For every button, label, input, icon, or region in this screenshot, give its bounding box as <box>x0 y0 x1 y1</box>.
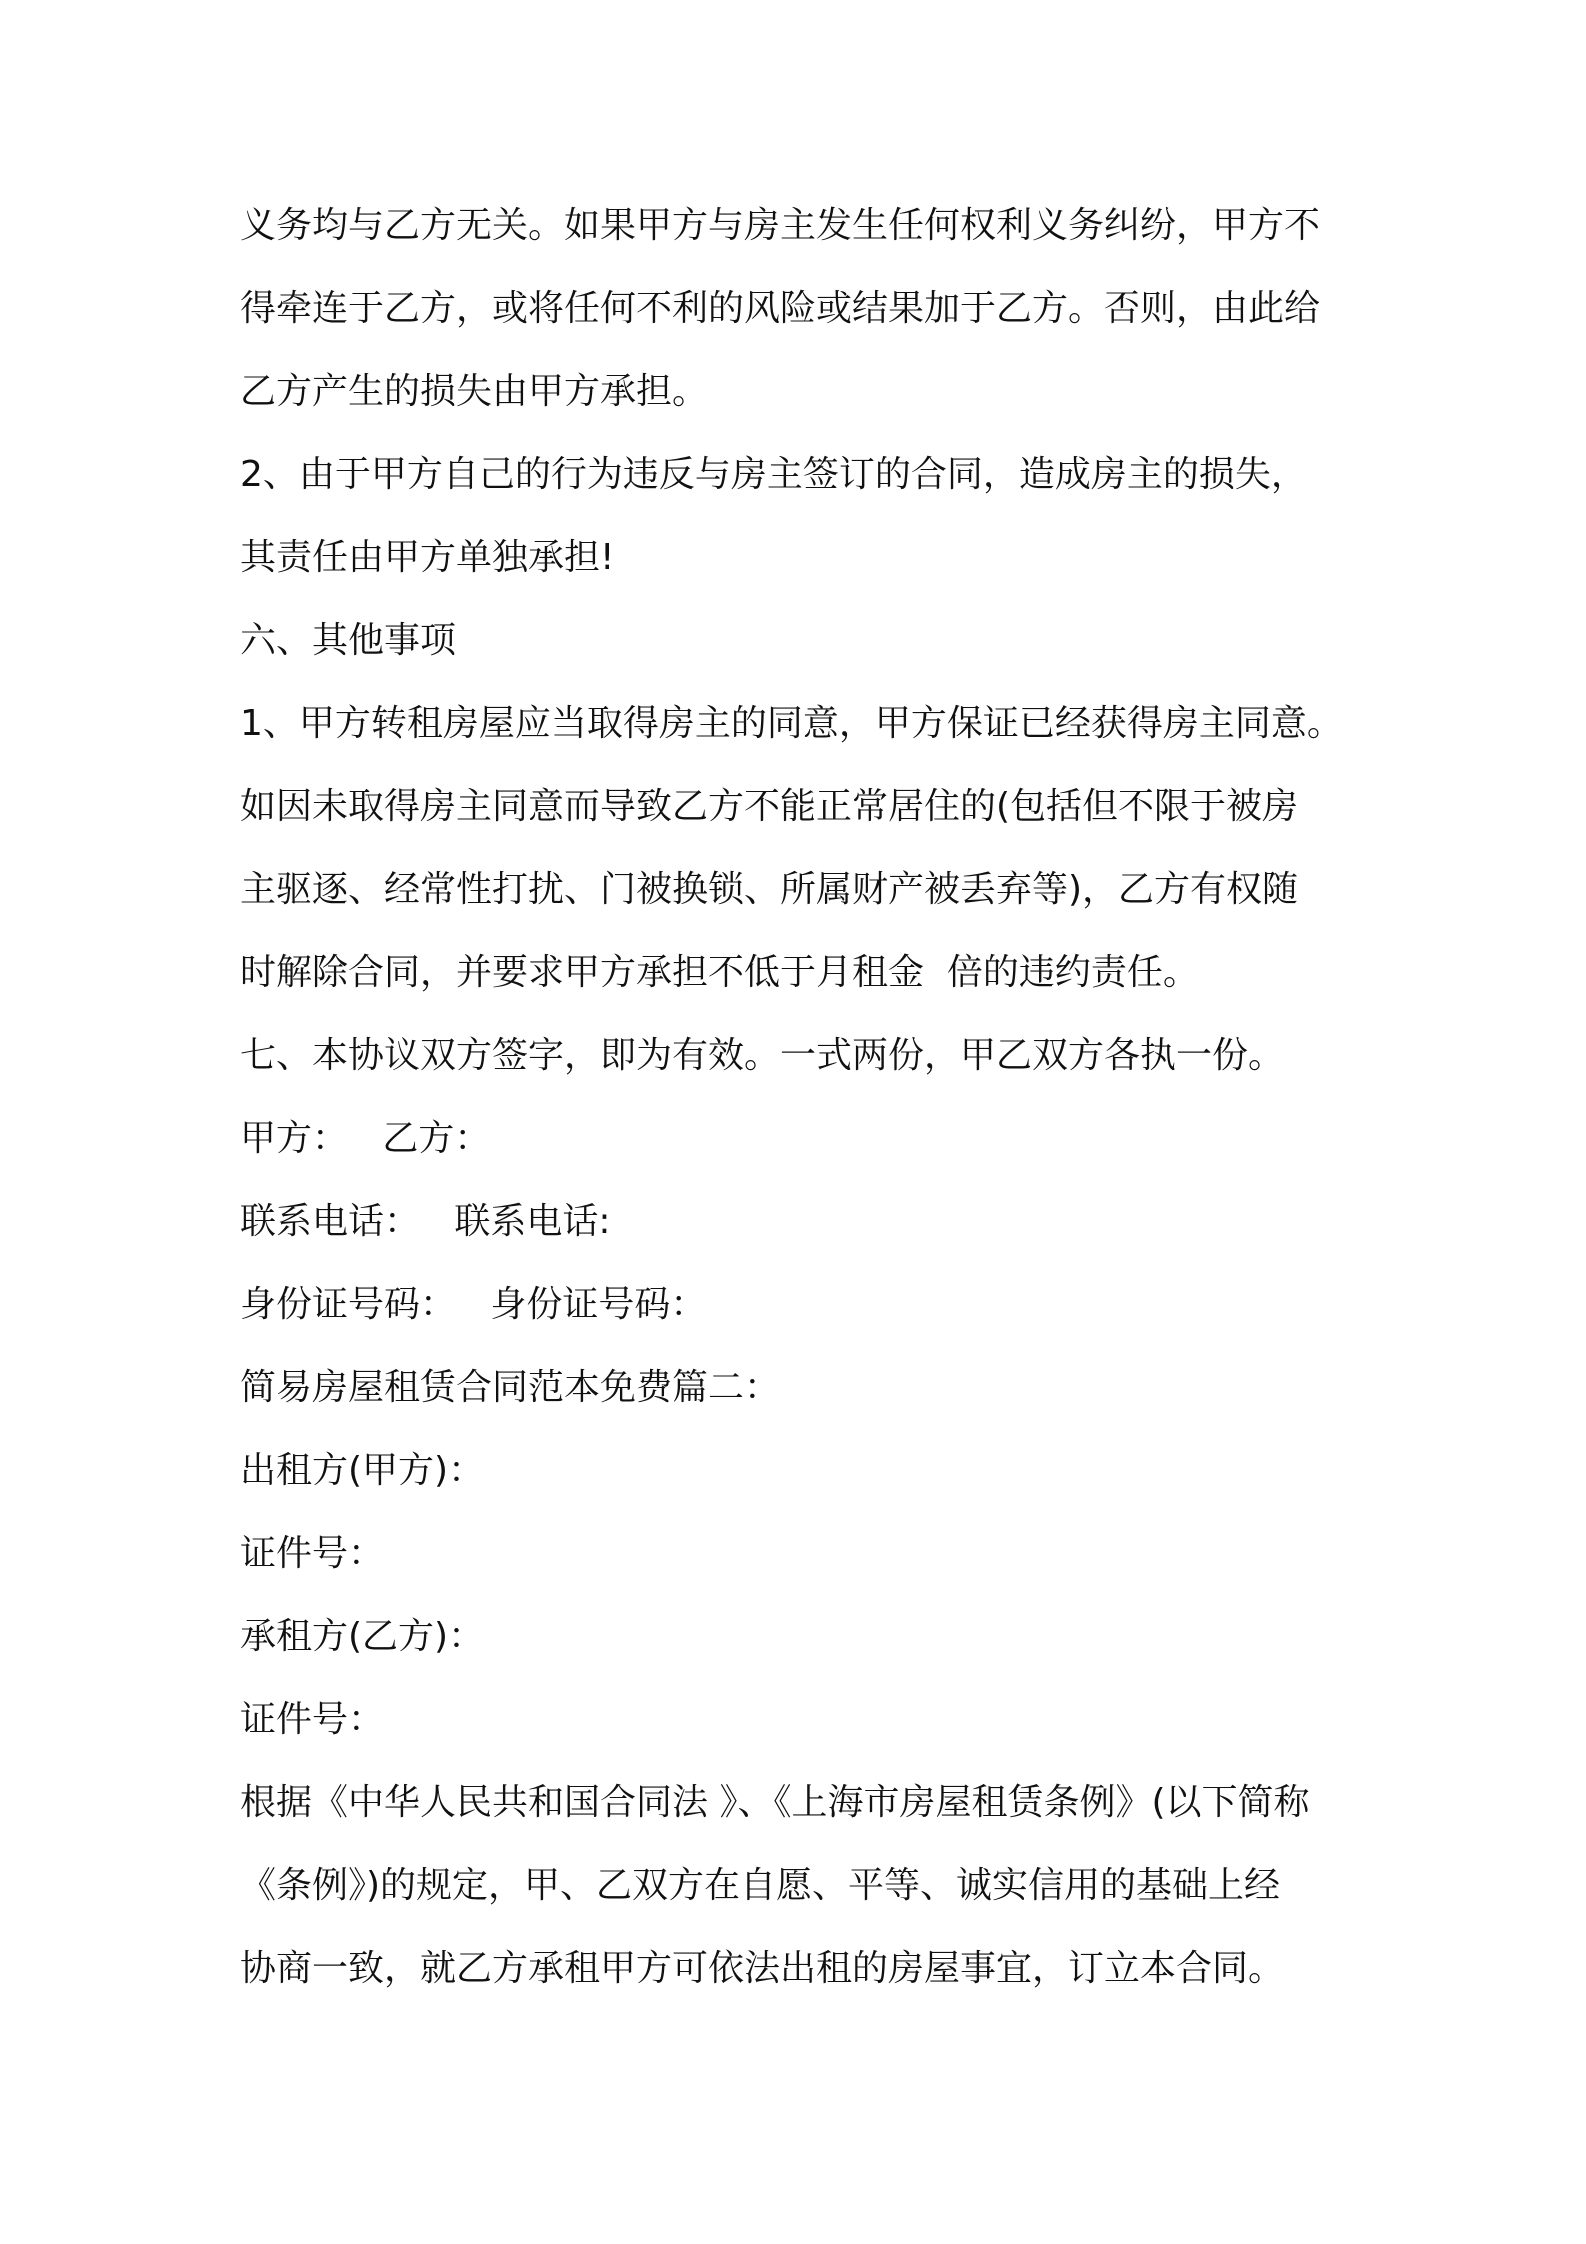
signature-phone-line: 联系电话： 联系电话: <box>240 1201 611 1242</box>
text-line: 时解除合同，并要求甲方承担不低于月租金 倍的违约责任。 <box>240 952 1199 993</box>
section-heading: 六、其他事项 <box>240 620 457 661</box>
signature-id-line: 身份证号码： 身份证号码： <box>240 1284 707 1325</box>
lessor-id-field: 证件号： <box>240 1533 385 1574</box>
document-body <box>240 200 1400 2026</box>
text-line: 得牵连于乙方，或将任何不利的风险或结果加于乙方。否则，由此给 <box>240 288 1321 329</box>
signature-party-line: 甲方： 乙方： <box>240 1118 491 1159</box>
contract-title: 简易房屋租赁合同范本免费篇二： <box>240 1367 781 1408</box>
lessee-id-field: 证件号： <box>240 1699 385 1740</box>
text-line: 主驱逐、经常性打扰、门被换锁、所属财产被丢弃等)，乙方有权随 <box>240 869 1299 910</box>
text-line: 1、甲方转租房屋应当取得房主的同意，甲方保证已经获得房主同意。 <box>240 703 1343 744</box>
lessee-field: 承租方(乙方)： <box>240 1616 485 1657</box>
lessor-field: 出租方(甲方)： <box>240 1450 485 1491</box>
text-line: 其责任由甲方单独承担! <box>240 537 615 578</box>
text-line: 乙方产生的损失由甲方承担。 <box>240 371 709 412</box>
text-line: 义务均与乙方无关。如果甲方与房主发生任何权利义务纠纷，甲方不 <box>240 205 1321 246</box>
text-line: 协商一致，就乙方承租甲方可依法出租的房屋事宜，订立本合同。 <box>240 1948 1285 1989</box>
text-line: 《条例》)的规定，甲、乙双方在自愿、平等、诚实信用的基础上经 <box>240 1865 1281 1906</box>
text-line: 根据《中华人民共和国合同法 》、《上海市房屋租赁条例》(以下简称 <box>240 1782 1310 1823</box>
section-heading: 七、本协议双方签字，即为有效。一式两份，甲乙双方各执一份。 <box>240 1035 1285 1076</box>
text-line: 2、由于甲方自己的行为违反与房主签订的合同，造成房主的损失， <box>240 454 1307 495</box>
text-line: 如因未取得房主同意而导致乙方不能正常居住的(包括但不限于被房 <box>240 786 1299 827</box>
